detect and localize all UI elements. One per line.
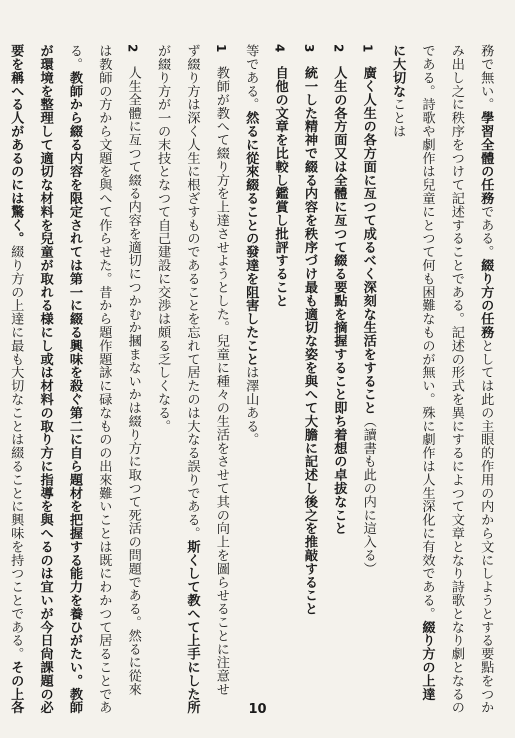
text-run: 斯くして教へて上手にした所 <box>184 539 200 715</box>
text-run: ことは <box>390 97 406 138</box>
text-column <box>8 44 24 715</box>
text-run: は教師の方から文題を與へて作らせた。昔から題作題詠に碌なものの出來難いことは既にわかつて居ることであ <box>96 44 112 714</box>
text-column <box>391 44 404 684</box>
text-run: 人生全體に亙つて綴る内容を適切につかむか摑まないかは綴り方に取つて死活の問題である。然るに從來 <box>125 52 141 696</box>
item-number: 4 <box>272 44 287 53</box>
text-run: 學習全體の任務 <box>478 111 494 205</box>
text-column <box>419 44 435 701</box>
item-number: 3 <box>301 44 316 53</box>
text-run: 綴り方の上達に最も大切なことは綴ることに興味を持つことである。 <box>8 245 24 661</box>
text-column <box>37 44 53 714</box>
text-run: に大切な <box>390 44 406 98</box>
text-run: である。詩歌や劇作は兒童にとつて何も困難なものが無い。殊に劇作は人生深化に有效である。 <box>419 44 435 621</box>
text-run: としては此の主眼的作用の内から文にしようとする要點をつか <box>478 338 494 715</box>
text-run: 統一した精神で綴る内容を秩序づけ最も適切な姿を與へて大膽に記述し後之を推敲すること <box>301 52 317 616</box>
text-run: が環境を整理して適切な材料を兒童が取れる様にし或は材料の取り方に指導を與へるのは宜いが今日尙課題の必 <box>37 44 53 714</box>
text-column <box>244 44 257 684</box>
text-column <box>478 44 494 715</box>
text-run: 自他の文章を比較し鑑賞し批評すること <box>272 52 288 308</box>
page-number: 10 <box>248 702 267 717</box>
text-column <box>156 44 169 684</box>
text-run: 要を稱へる人があるのには驚く。 <box>8 44 24 245</box>
text-column <box>213 44 229 696</box>
item-number: 1 <box>213 44 228 53</box>
text-run: 然るに從來綴ることの發達を阻害したこと <box>243 111 259 366</box>
text-run: （讀書も此の内に這入る） <box>360 414 376 576</box>
text-run: み出し之に秩序をつけて記述することである。記述の形式を異にするによつて文章となり詩歌となり劇となるの <box>448 44 464 714</box>
text-run: 人生の各方面又は全體に亙つて綴る要點を摘握すること即ち着想の卓拔なこと <box>331 52 347 535</box>
text-column <box>448 44 464 714</box>
text-run: が綴り方が一の末技となつて自己建設に交渉は頗る乏しくなる。 <box>155 44 171 433</box>
text-column <box>66 44 82 715</box>
item-number: 1 <box>360 44 375 53</box>
text-run: 綴り方の任務 <box>478 258 494 339</box>
text-column <box>184 44 200 715</box>
text-run: その上各 <box>8 660 24 715</box>
text-run: である。 <box>478 204 494 259</box>
text-column <box>96 44 112 714</box>
text-column <box>273 44 286 684</box>
item-number: 2 <box>331 44 346 53</box>
text-run: 務で無い。 <box>478 44 494 111</box>
text-run: 廣く人生の各方面に亙つて成るべく深刻な生活をすること <box>360 52 376 415</box>
text-run: 教師が教へて綴り方を上達させようとした。兒童に種々の生活をさせて其の向上を圖らせることに注意せ <box>213 52 229 696</box>
text-run: は澤山ある。 <box>243 365 259 447</box>
text-column <box>362 44 375 684</box>
text-run: 教師から綴る内容を限定されては第一に綴る興味を殺ぐ第二に自ら題材を把握する能力を養ひがたい。教師 <box>66 70 82 715</box>
text-column <box>332 44 345 684</box>
text-run: 等である。 <box>243 44 259 111</box>
text-run: ず綴り方は深く人生に根ざすものであることを忘れて居たのは大なる誤りである。 <box>184 44 200 540</box>
text-column <box>125 44 141 696</box>
text-run: 綴り方の上達 <box>419 620 435 701</box>
text-column <box>303 44 316 684</box>
item-number: 2 <box>125 44 140 53</box>
text-run: る。 <box>66 44 82 71</box>
